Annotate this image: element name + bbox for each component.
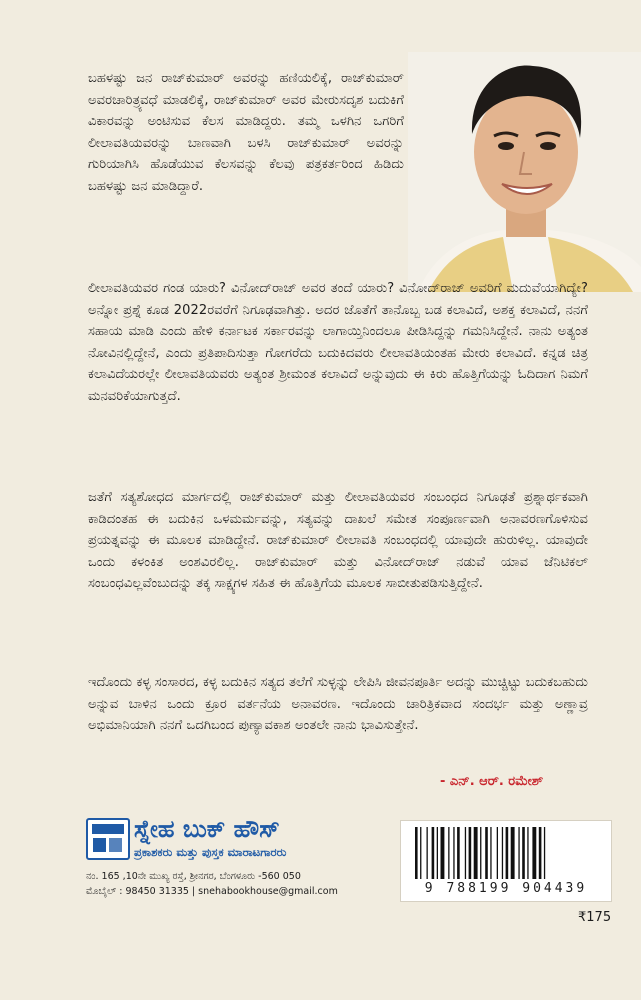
publisher-contact: ಮೊಬೈಲ್ : 98450 31335 | snehabookhouse@gmail.com [86, 886, 338, 897]
paragraph-4: ಇದೊಂದು ಕಳ್ಳ ಸಂಸಾರದ, ಕಳ್ಳ ಬದುಕಿನ ಸತ್ಯದ ತಲೆಗೆ ಸುಳ್ಳನ್ನು ಲೇಪಿಸಿ ಜೀವನಪೂರ್ತಿ ಅದನ್ನು ಮುಚ್ಚಿಟ್ಟು ಬದುಕಬಹುದು ಅನ್ನುವ ಬಾಳಿನ ಒಂದು ಕ್ರೂರ ವರ್ತನೆಯ ಅನಾವರಣ. ಇದೊಂದು ಚಾರಿತ್ರಿಕವಾದ ಸಂದರ್ಭ ಮತ್ತು ಅಣ್ಣಾವ್ರ ಅಭಿಮಾನಿಯಾಗಿ ನನಗೆ ಒದಗಿಬಂದ ಪುಣ್ಯಾವಕಾಶ ಅಂತಲೇ ನಾನು ಭಾವಿಸುತ್ತೇನೆ. [88, 675, 588, 733]
paragraph-1: ಬಹಳಷ್ಟು ಜನ ರಾಜ್‌ಕುಮಾರ್ ಅವರನ್ನು ಹಣಿಯಲಿಕ್ಕೆ, ರಾಜ್‌ಕುಮಾರ್ ಅವರಚಾರಿತ್ರ್ಯವಧೆ ಮಾಡಲಿಕ್ಕೆ, ರಾಜ್‌ಕುಮಾರ್ ಅವರ ಮೇರುಸದೃಶ ಬದುಕಿಗೆ ವಿಕಾರವನ್ನು ಅಂಟಿಸುವ ಕೆಲಸ ಮಾಡಿದ್ದರು. ತಮ್ಮ ಒಳಗಿನ ಒಗರಿಗೆ ಲೀಲಾವತಿಯವರನ್ನು ಬಾಣವಾಗಿ ಬಳಸಿ ರಾಜ್‌ಕುಮಾರ್ ಅವರನ್ನು ಗುರಿಯಾಗಿಸಿ ಹೊಡೆಯುವ ಕೆಲಸವನ್ನು ಕೆಲವು ಪತ್ರಕರ್ತರಿಂದ ಹಿಡಿದು ಬಹಳಷ್ಟು ಜನ ಮಾಡಿದ್ದಾರೆ. [88, 71, 404, 194]
publisher-block [86, 815, 386, 905]
barcode-bars-icon [411, 827, 601, 879]
publisher-name: ಸ್ನೇಹ ಬುಕ್ ಹೌಸ್ [134, 815, 280, 843]
publisher-logo-icon [86, 818, 130, 860]
paragraph-3: ಜತೆಗೆ ಸತ್ಯಶೋಧದ ಮಾರ್ಗದಲ್ಲಿ ರಾಜ್‌ಕುಮಾರ್ ಮತ್ತು ಲೀಲಾವತಿಯವರ ಸಂಬಂಧದ ನಿಗೂಢತೆ ಪ್ರಶ್ನಾರ್ಥಕವಾಗಿ ಕಾಡಿದಂತಹ ಈ ಬದುಕಿನ ಒಳಮರ್ಮವನ್ನು, ಸತ್ಯವನ್ನು ದಾಖಲೆ ಸಮೇತ ಸಂಪೂರ್ಣವಾಗಿ ಅನಾವರಣಗೊಳಿಸುವ ಪ್ರಯತ್ನವನ್ನು ಈ ಮೂಲಕ ಮಾಡಿದ್ದೇನೆ. ರಾಜ್‌ಕುಮಾರ್ ಲೀಲಾವತಿ ಸಂಬಂಧದಲ್ಲಿ ಯಾವುದೇ ಹುರುಳಿಲ್ಲ. ಯಾವುದೇ ಒಂದು ಕಳಂಕಿತ ಅಂಶವಿರಲಿಲ್ಲ. ರಾಜ್‌ಕುಮಾರ್ ಮತ್ತು ವಿನೋದ್‌ರಾಜ್ ನಡುವೆ ಯಾವ ಜೆನಿಟಿಕಲ್ ಸಂಬಂಧವಿಲ್ಲವೆಂಬುದನ್ನು ತಕ್ಕ ಸಾಕ್ಷ್ಯಗಳ ಸಹಿತ ಈ ಹೊತ್ತಿಗೆಯ ಮೂಲಕ ಸಾಬೀತುಪಡಿಸುತ್ತಿದ್ದೇನೆ. [88, 490, 588, 591]
publisher-tagline: ಪ್ರಕಾಶಕರು ಮತ್ತು ಪುಸ್ತಕ ಮಾರಾಟಗಾರರು [134, 845, 287, 859]
paragraph-3-container [88, 487, 588, 595]
author-signature: - ಎನ್. ಆರ್. ರಮೇಶ್ [440, 774, 544, 789]
paragraph-2: ಲೀಲಾವತಿಯವರ ಗಂಡ ಯಾರು? ವಿನೋದ್‌ರಾಜ್ ಅವರ ತಂದೆ ಯಾರು? ವಿನೋದ್‌ರಾಜ್ ಅವರಿಗೆ ಮದುವೆಯಾಗಿದ್ಯೇ? ಅನ್ನೋ ಪ್ರಶ್ನೆ ಕೂಡ 2022ರವರೆಗೆ ನಿಗೂಢವಾಗಿತ್ತು. ಅದರ ಜೊತೆಗೆ ತಾನೊಬ್ಬ ಬಡ ಕಲಾವಿದೆ, ಅಶಕ್ತ ಕಲಾವಿದೆ, ನನಗೆ ಸಹಾಯ ಮಾಡಿ ಎಂದು ಹೇಳಿ ಕರ್ನಾಟಕ ಸರ್ಕಾರವನ್ನು ಲಾಗಾಯ್ತಿನಿಂದಲೂ ಪೀಡಿಸಿದ್ದನ್ನು ಗಮನಿಸಿದ್ದೇನೆ. ನಾನು ಅತ್ಯಂತ ನೋವಿನಲ್ಲಿದ್ದೇನೆ, ಎಂದು ಪ್ರತಿಪಾದಿಸುತ್ತಾ ಗೋಗರೆದು ಬದುಕಿದವರು ಲೀಲಾವತಿಯಂತಹ ಮೇರು ಕಲಾವಿದೆ. ಕನ್ನಡ ಚಿತ್ರ ಕಲಾವಿದೆಯರಲ್ಲೇ ಲೀಲಾವತಿಯವರು ಅತ್ಯಂತ ಶ್ರೀಮಂತ ಕಲಾವಿದೆ ಅನ್ನುವುದು ಈ ಕಿರು ಹೊತ್ತಿಗೆಯನ್ನು ಓದಿದಾಗ ನಿಮಗೆ ಮನವರಿಕೆಯಾಗುತ್ತದೆ. [88, 281, 588, 404]
paragraph-4-container [88, 672, 588, 737]
paragraph-1-container [88, 68, 588, 197]
isbn-barcode [400, 820, 612, 902]
publisher-address: ನಂ. 165 ,10ನೇ ಮುಖ್ಯ ರಸ್ತೆ, ಶ್ರೀನಗರ, ಬೆಂಗಳೂರು -560 050 [86, 871, 301, 882]
price-label: ₹175 [578, 910, 612, 925]
isbn-number: 9 788199 904439 [424, 881, 588, 896]
paragraph-2-container [88, 278, 588, 407]
